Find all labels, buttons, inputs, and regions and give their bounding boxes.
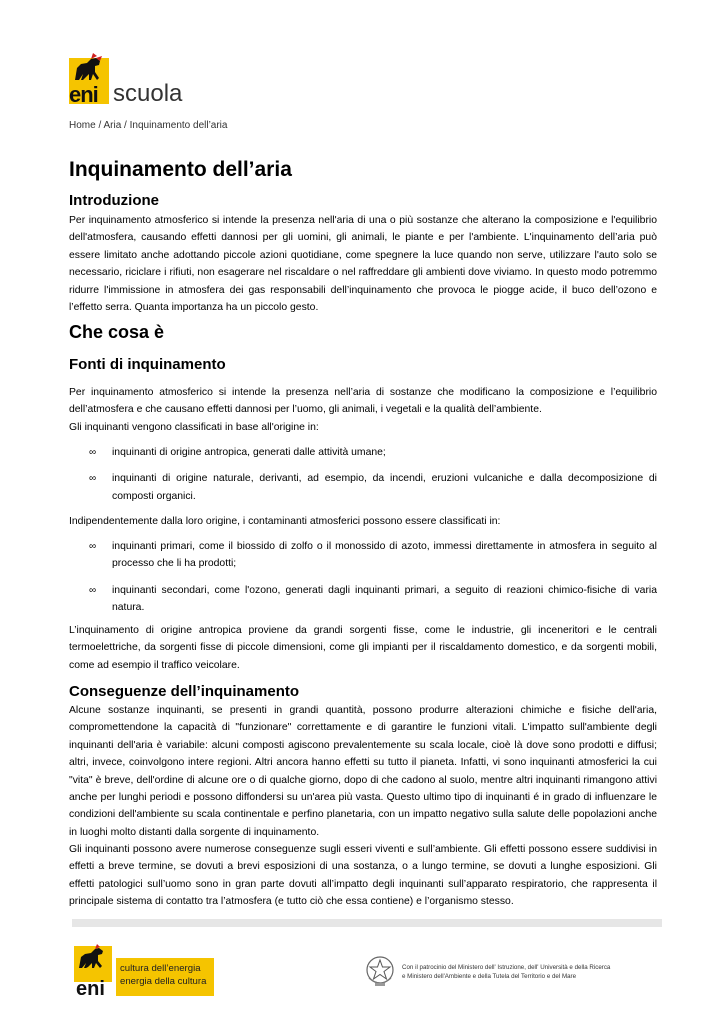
sources-paragraph-2: Gli inquinanti vengono classificati in base all'origine in: xyxy=(69,422,319,433)
sources-paragraph-3: Indipendentemente dalla loro origine, i contaminanti atmosferici possono essere classificati in: xyxy=(69,516,501,527)
sources-paragraph-4: L’inquinamento di origine antropica proviene da grandi sorgenti fisse, come le industrie, gli inceneritori e le centrali termoelettriche, da sorgenti fisse di piccole dimensioni, come gli impianti per il riscaldamento domestico, e da sorgenti mobili, come ad esempio il traffico veicolare. xyxy=(69,625,657,671)
sources-heading: Fonti di inquinamento xyxy=(69,356,226,373)
breadcrumb-current: Inquinamento dell’aria xyxy=(129,120,228,131)
infinity-bullet-icon: ∞ xyxy=(89,447,97,458)
breadcrumb: Home / Aria / Inquinamento dell’aria xyxy=(69,120,228,131)
list-item: ∞ inquinanti di origine naturale, derivanti, ad esempio, da incendi, eruzioni vulcaniche e dalla decomposizione di composti organici. xyxy=(69,470,657,505)
eniscuola-logo[interactable] xyxy=(67,46,192,108)
intro-heading: Introduzione xyxy=(69,192,159,209)
consequences-paragraph-1: Alcune sostanze inquinanti, se presenti in grandi quantità, possono produrre alterazioni chimiche e fisiche dell'aria, compromettendone la capacità di "funzionare" correttamente e di garantire le funzioni vitali. L'impatto sull'ambiente degli inquinanti dell'aria è variabile: alcuni composti agiscono prevalentemente su scala locale, cioè là dove sono prodotti e diffusi; altri, invece, coinvolgono intere regioni. Altri ancora hanno effetti su tutto il pianeta. Infatti, vi sono inquinanti atmosferici la cui "vita" è breve, dell'ordine di alcune ore o di qualche giorno, dopo di che cadono al suolo, mentre altri inquinanti rimangono attivi anche per lunghi periodi e possono diffondersi su un'area più vasta. Questo ultimo tipo di inquinanti é in grado di influenzare le condizioni dell'ambiente su scala continentale e perfino planetaria, con un impatto negativo sulla salute delle popolazioni anche in luoghi molto distanti dalla sorgente di inquinamento. xyxy=(69,705,657,838)
origin-list xyxy=(69,444,657,514)
tagline-line-2: energia della cultura xyxy=(120,976,207,987)
eni-footer-logo xyxy=(72,942,214,998)
list-item: ∞ inquinanti di origine antropica, generati dalle attività umane; xyxy=(69,444,657,461)
type-list xyxy=(69,538,657,626)
list-item: ∞ inquinanti primari, come il biossido di zolfo o il monossido di azoto, immessi direttamente in atmosfera in seguito al processo che li ha prodotti; xyxy=(69,538,657,573)
intro-paragraph: Per inquinamento atmosferico si intende la presenza nell'aria di una o più sostanze che alterano la composizione e l'equilibrio dell'atmosfera, causando effetti dannosi per gli uomini, gli animali, le piante e per l'ambiente. L'inquinamento dell’aria può essere limitato anche adottando piccole azioni quotidiane, come spegnere la luce quando non serve, utilizzare l'auto solo se necessario, riciclare i rifiuti, non esagerare nel riscaldare o nel raffreddare gli ambienti dove viviamo. In questo modo potremmo ridurre l'immissione in atmosfera dei gas responsabili dell’inquinamento che provoca le piogge acide, il buco dell’ozono e l’effetto serra. Quanta importanza ha un piccolo gesto. xyxy=(69,215,657,314)
six-legged-dog-icon xyxy=(74,942,112,982)
patronage-text: Con il patrocinio del Ministero dell' Istruzione, dell' Università e della Ricerca e Ministero dell'Ambiente e della Tutela del Territorio e del Mare xyxy=(402,964,611,980)
consequences-heading: Conseguenze dell’inquinamento xyxy=(69,683,300,700)
italian-republic-emblem-icon xyxy=(364,954,396,988)
infinity-bullet-icon: ∞ xyxy=(89,541,97,552)
tagline-line-1: cultura dell’energia xyxy=(120,963,201,974)
list-item: ∞ inquinanti secondari, come l'ozono, generati dagli inquinanti primari, a seguito di reazioni chimico-fisiche di varia natura. xyxy=(69,582,657,617)
footer-divider xyxy=(72,919,662,927)
breadcrumb-aria[interactable]: Aria xyxy=(103,120,122,131)
footer-brand-text: eni xyxy=(76,978,105,1000)
infinity-bullet-icon: ∞ xyxy=(89,584,97,596)
sources-paragraph-1: Per inquinamento atmosferico si intende la presenza nell’aria di sostanze che modificano la composizione e l’equilibrio dell’atmosfera e che causano effetti dannosi per l’uomo, gli animali, i vegetali e la qualità dell’ambiente. xyxy=(69,387,657,416)
section-heading: Che cosa è xyxy=(69,322,165,342)
consequences-paragraph-2: Gli inquinanti possono avere numerose conseguenze sugli esseri viventi e sull’ambiente. Gli effetti possono essere suddivisi in effetti a breve termine, se dovuti a brevi esposizioni di una sostanza, o a lungo termine, se dovuti a lunghe esposizioni. Gli effetti patologici sull’uomo sono in gran parte dovuti all’impatto degli inquinanti sull’apparato respiratorio, che rappresenta il principale sistema di contatto tra l’atmosfera (e tutto ciò che essa contiene) e l’organismo stesso. xyxy=(69,844,657,908)
breadcrumb-home[interactable]: Home xyxy=(69,120,96,131)
logo-brand-text: eni xyxy=(69,82,98,107)
logo-product-text: scuola xyxy=(113,80,183,107)
page-title: Inquinamento dell’aria xyxy=(69,158,292,181)
infinity-bullet-icon: ∞ xyxy=(89,473,97,485)
